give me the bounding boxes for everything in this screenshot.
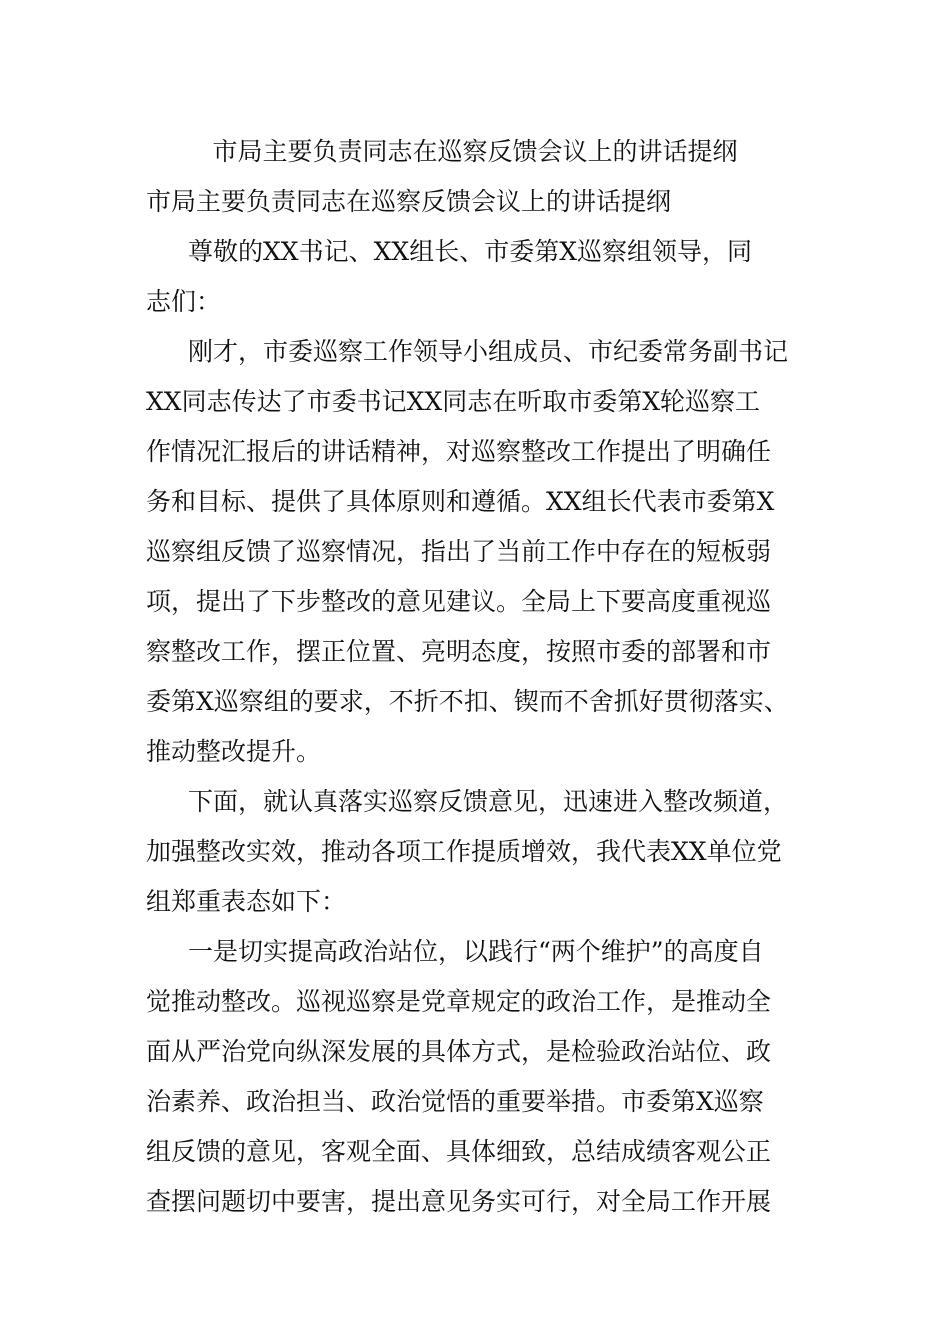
body-line: 察整改工作，摆正位置、亮明态度，按照市委的部署和市 bbox=[146, 637, 772, 666]
body-line: 作情况汇报后的讲话精神，对巡察整改工作提出了明确任 bbox=[146, 437, 772, 466]
body-line: 面从严治党向纵深发展的具体方式，是检验政治站位、政 bbox=[146, 1037, 772, 1066]
body-line: 刚才，市委巡察工作领导小组成员、市纪委常务副书记 bbox=[188, 337, 789, 366]
body-line: 巡察组反馈了巡察情况，指出了当前工作中存在的短板弱 bbox=[146, 537, 772, 566]
body-line: 尊敬的XX书记、XX组长、市委第X巡察组领导，同 bbox=[188, 237, 752, 266]
document-title-centered: 市局主要负责同志在巡察反馈会议上的讲话提纲 bbox=[212, 137, 738, 166]
body-line: 项，提出了下步整改的意见建议。全局上下要高度重视巡 bbox=[146, 587, 772, 616]
body-line: 治素养、政治担当、政治觉悟的重要举措。市委第X巡察 bbox=[146, 1087, 764, 1116]
body-line: 务和目标、提供了具体原则和遵循。XX组长代表市委第X bbox=[146, 487, 775, 516]
document-title-left: 市局主要负责同志在巡察反馈会议上的讲话提纲 bbox=[146, 187, 672, 216]
body-line: 下面，就认真落实巡察反馈意见，迅速进入整改频道， bbox=[188, 787, 789, 816]
body-line: 组郑重表态如下： bbox=[146, 887, 347, 916]
body-line: 一是切实提高政治站位，以践行“两个维护”的高度自 bbox=[188, 937, 764, 966]
body-line: XX同志传达了市委书记XX同志在听取市委第X轮巡察工 bbox=[146, 387, 760, 416]
body-line: 组反馈的意见，客观全面、具体细致，总结成绩客观公正 bbox=[146, 1137, 772, 1166]
body-line: 委第X巡察组的要求，不折不扣、锲而不舍抓好贯彻落实、 bbox=[146, 687, 789, 716]
body-line: 推动整改提升。 bbox=[146, 737, 322, 766]
body-line: 觉推动整改。巡视巡察是党章规定的政治工作，是推动全 bbox=[146, 987, 772, 1016]
body-line: 查摆问题切中要害，提出意见务实可行，对全局工作开展 bbox=[146, 1187, 772, 1216]
body-line: 志们： bbox=[146, 287, 222, 316]
body-line: 加强整改实效，推动各项工作提质增效，我代表XX单位党 bbox=[146, 837, 782, 866]
